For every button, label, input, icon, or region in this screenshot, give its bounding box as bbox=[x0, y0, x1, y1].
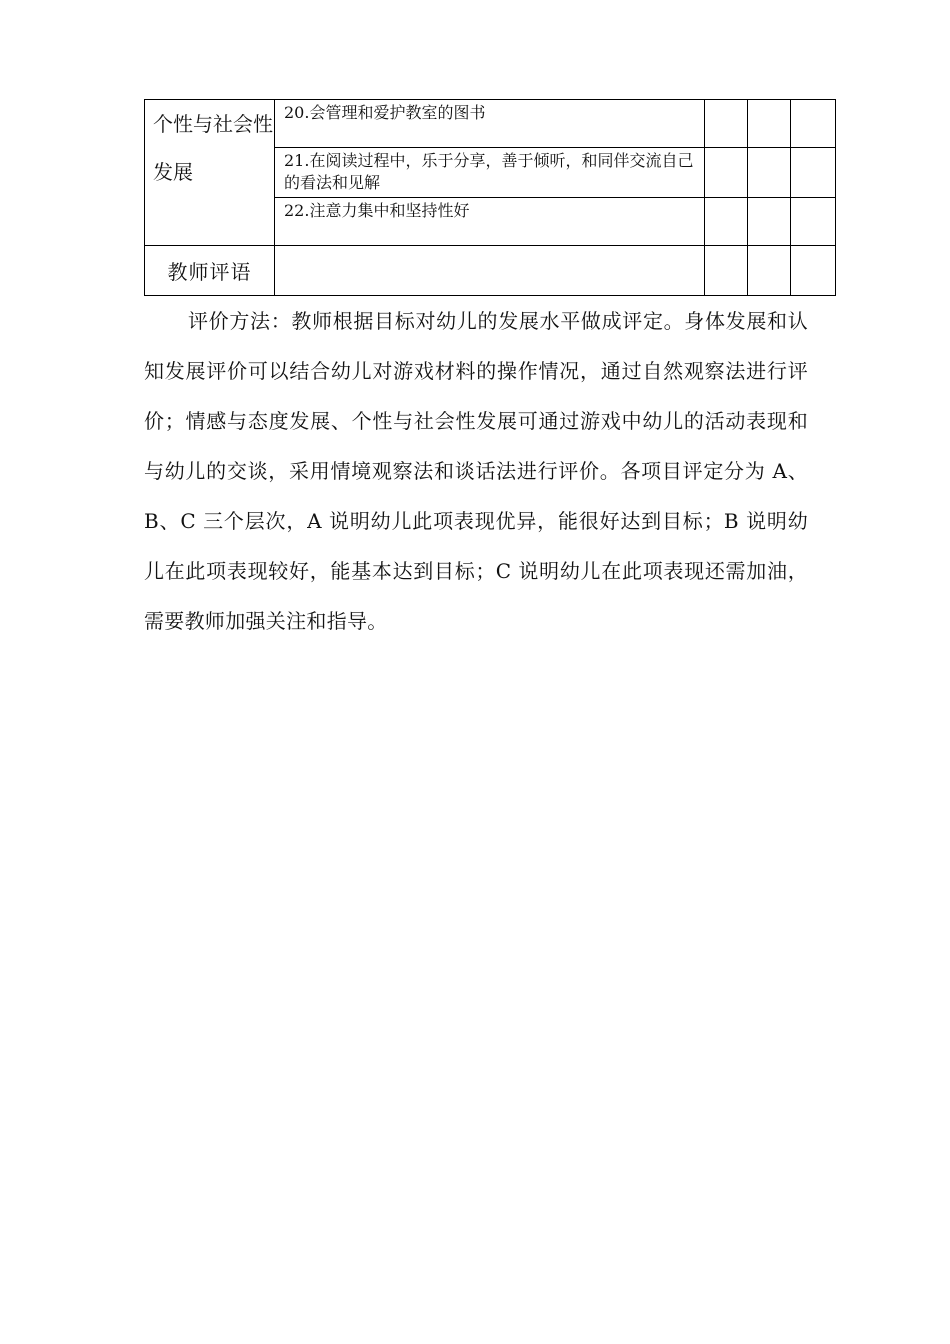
item-cell bbox=[275, 198, 705, 246]
teacher-comment-label-cell bbox=[145, 246, 275, 296]
grade-cell-a[interactable] bbox=[705, 198, 748, 246]
category-label: 个性与社会性发展 bbox=[153, 112, 273, 184]
table-row bbox=[145, 100, 836, 148]
item-21-text: 21.在阅读过程中，乐于分享，善于倾听，和同伴交流自己的看法和见解 bbox=[284, 151, 694, 192]
item-20-text: 20.会管理和爱护教室的图书 bbox=[284, 103, 486, 122]
item-22-text: 22.注意力集中和坚持性好 bbox=[284, 201, 470, 220]
teacher-comment-label: 教师评语 bbox=[167, 260, 252, 284]
grade-cell-c[interactable] bbox=[791, 100, 836, 148]
grade-cell-b[interactable] bbox=[748, 148, 791, 198]
grade-cell-a[interactable] bbox=[705, 246, 748, 296]
evaluation-table bbox=[144, 99, 836, 296]
grade-cell-a[interactable] bbox=[705, 148, 748, 198]
grade-cell-c[interactable] bbox=[791, 148, 836, 198]
grade-cell-b[interactable] bbox=[748, 246, 791, 296]
teacher-comment-field[interactable] bbox=[275, 246, 705, 296]
grade-cell-b[interactable] bbox=[748, 198, 791, 246]
item-cell bbox=[275, 148, 705, 198]
grade-cell-c[interactable] bbox=[791, 246, 836, 296]
evaluation-method-paragraph: 评价方法：教师根据目标对幼儿的发展水平做成评定。身体发展和认知发展评价可以结合幼儿对游戏材料的操作情况，通过自然观察法进行评价；情感与态度发展、个性与社会性发展可通过游戏中幼儿的活动表现和与幼儿的交谈，采用情境观察法和谈话法进行评价。各项目评定分为 A、B、C 三个层次，A 说明幼儿此项表现优异，能很好达到目标；B 说明幼儿在此项表现较好，能基本达到目标；C 说明幼儿在此项表现还需加油，需要教师加强关注和指导。 bbox=[144, 309, 808, 633]
table-row bbox=[145, 246, 836, 296]
category-cell bbox=[145, 100, 275, 246]
grade-cell-a[interactable] bbox=[705, 100, 748, 148]
grade-cell-c[interactable] bbox=[791, 198, 836, 246]
item-cell bbox=[275, 100, 705, 148]
grade-cell-b[interactable] bbox=[748, 100, 791, 148]
